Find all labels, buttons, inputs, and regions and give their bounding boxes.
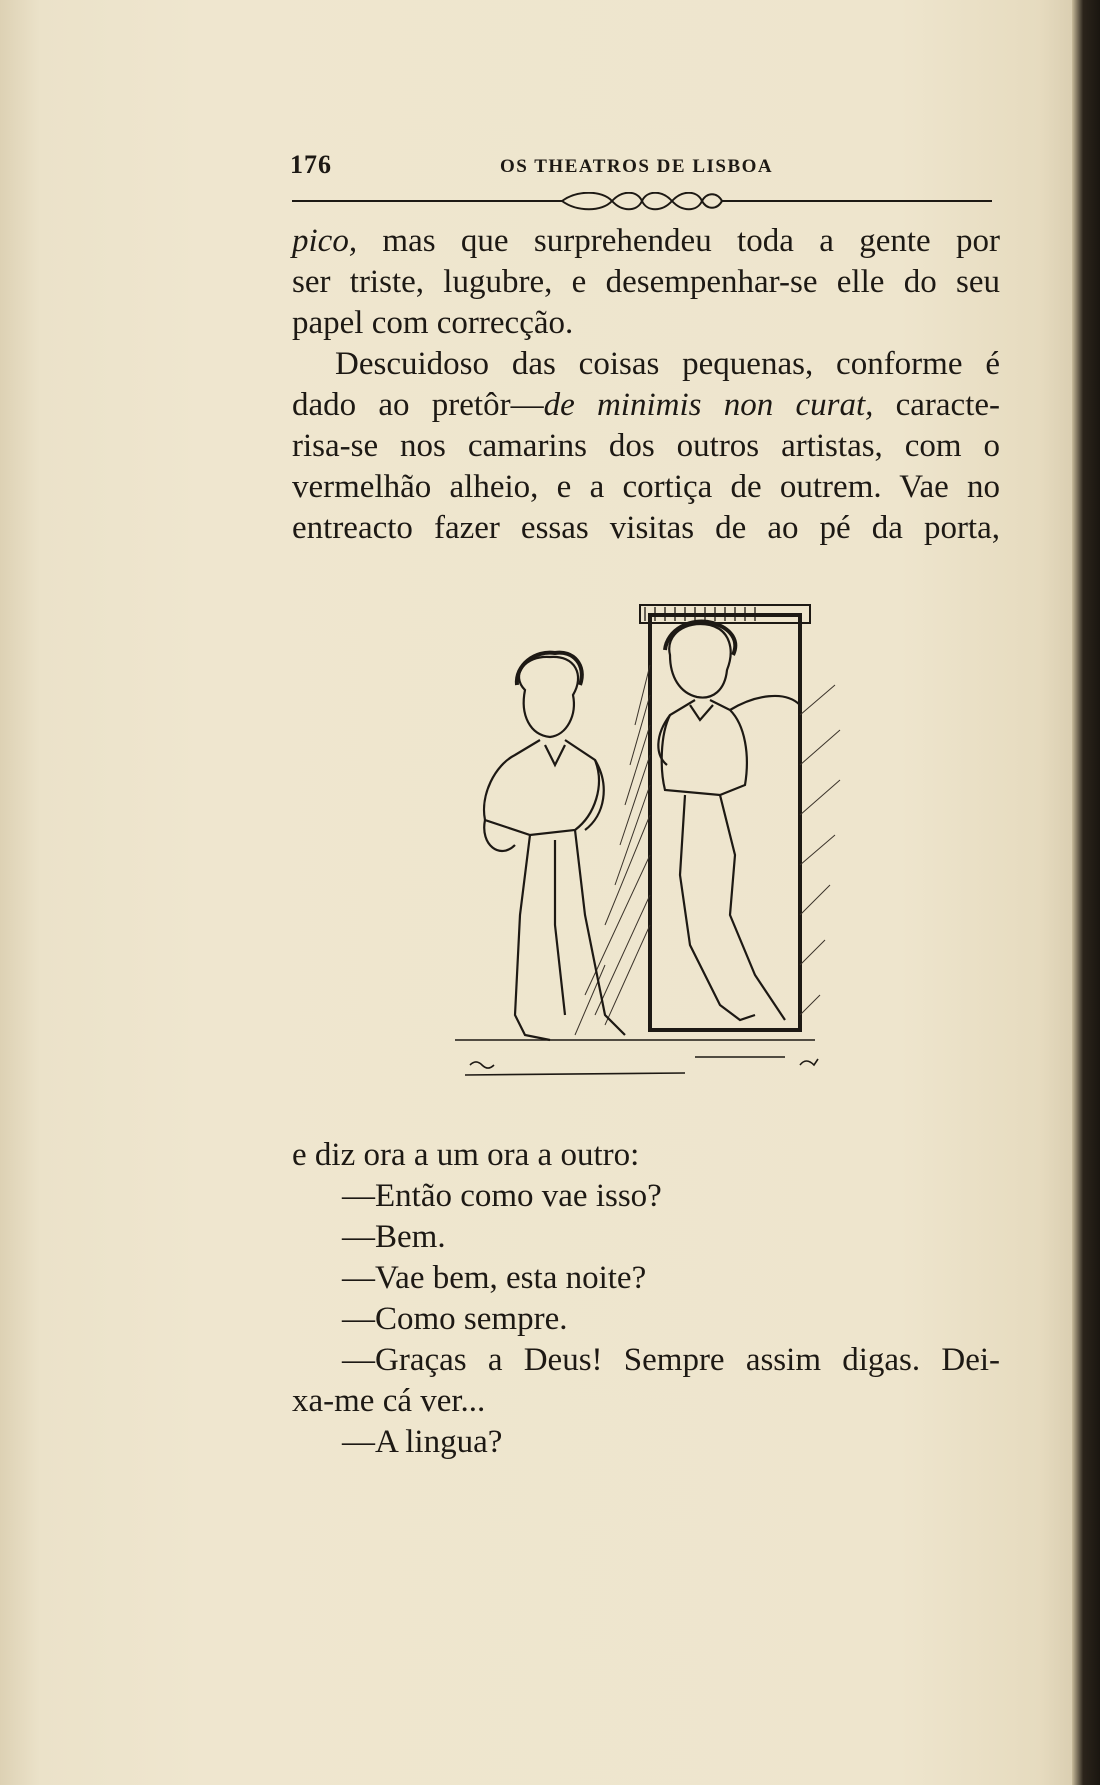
- dialogue-line: —Bem.: [342, 1219, 446, 1255]
- dialogue-line: —Então como vae isso?: [342, 1178, 662, 1214]
- body-text: [292, 221, 1000, 549]
- text-fragment: mas que surprehendeu toda a gente por: [357, 223, 1000, 259]
- text-line: Descuidoso das coisas pequenas, conforme é: [335, 346, 1000, 382]
- text-line: papel com correcção.: [292, 305, 574, 341]
- text-line: entreacto fazer essas visitas de ao pé da porta,: [292, 510, 1000, 546]
- dialogue-line: —Como sempre.: [342, 1301, 568, 1337]
- dialogue-line: —Graças a Deus! Sempre assim digas. Dei-: [342, 1342, 1000, 1378]
- ornamental-rule: [292, 192, 992, 214]
- text-line: risa-se nos camarins dos outros artistas, com o: [292, 428, 1000, 464]
- page-header: [290, 150, 992, 186]
- text-fragment: dado ao pretôr—: [292, 387, 544, 423]
- running-title: OS THEATROS DE LISBOA: [500, 156, 774, 177]
- text-line: vermelhão alheio, e a cortiça de outrem. Vae no: [292, 469, 1000, 505]
- text-fragment: caracte-: [873, 387, 1000, 423]
- text-line: e diz ora a um ora a outro:: [292, 1137, 640, 1173]
- engraving-illustration: [455, 595, 855, 1095]
- italic-word: pico,: [292, 223, 358, 259]
- dialogue-line: —Vae bem, esta noite?: [342, 1260, 647, 1296]
- text-line: xa-me cá ver...: [292, 1383, 486, 1419]
- page-number: 176: [290, 150, 332, 179]
- dialogue-text: [292, 1135, 1000, 1463]
- text-line: [292, 385, 1000, 426]
- text-line: ser triste, lugubre, e desempenhar-se elle do seu: [292, 264, 1000, 300]
- text-line: [292, 221, 1000, 262]
- latin-phrase: de minimis non curat,: [543, 387, 874, 423]
- book-gutter: [1072, 0, 1100, 1785]
- dialogue-line: —A lingua?: [342, 1424, 503, 1460]
